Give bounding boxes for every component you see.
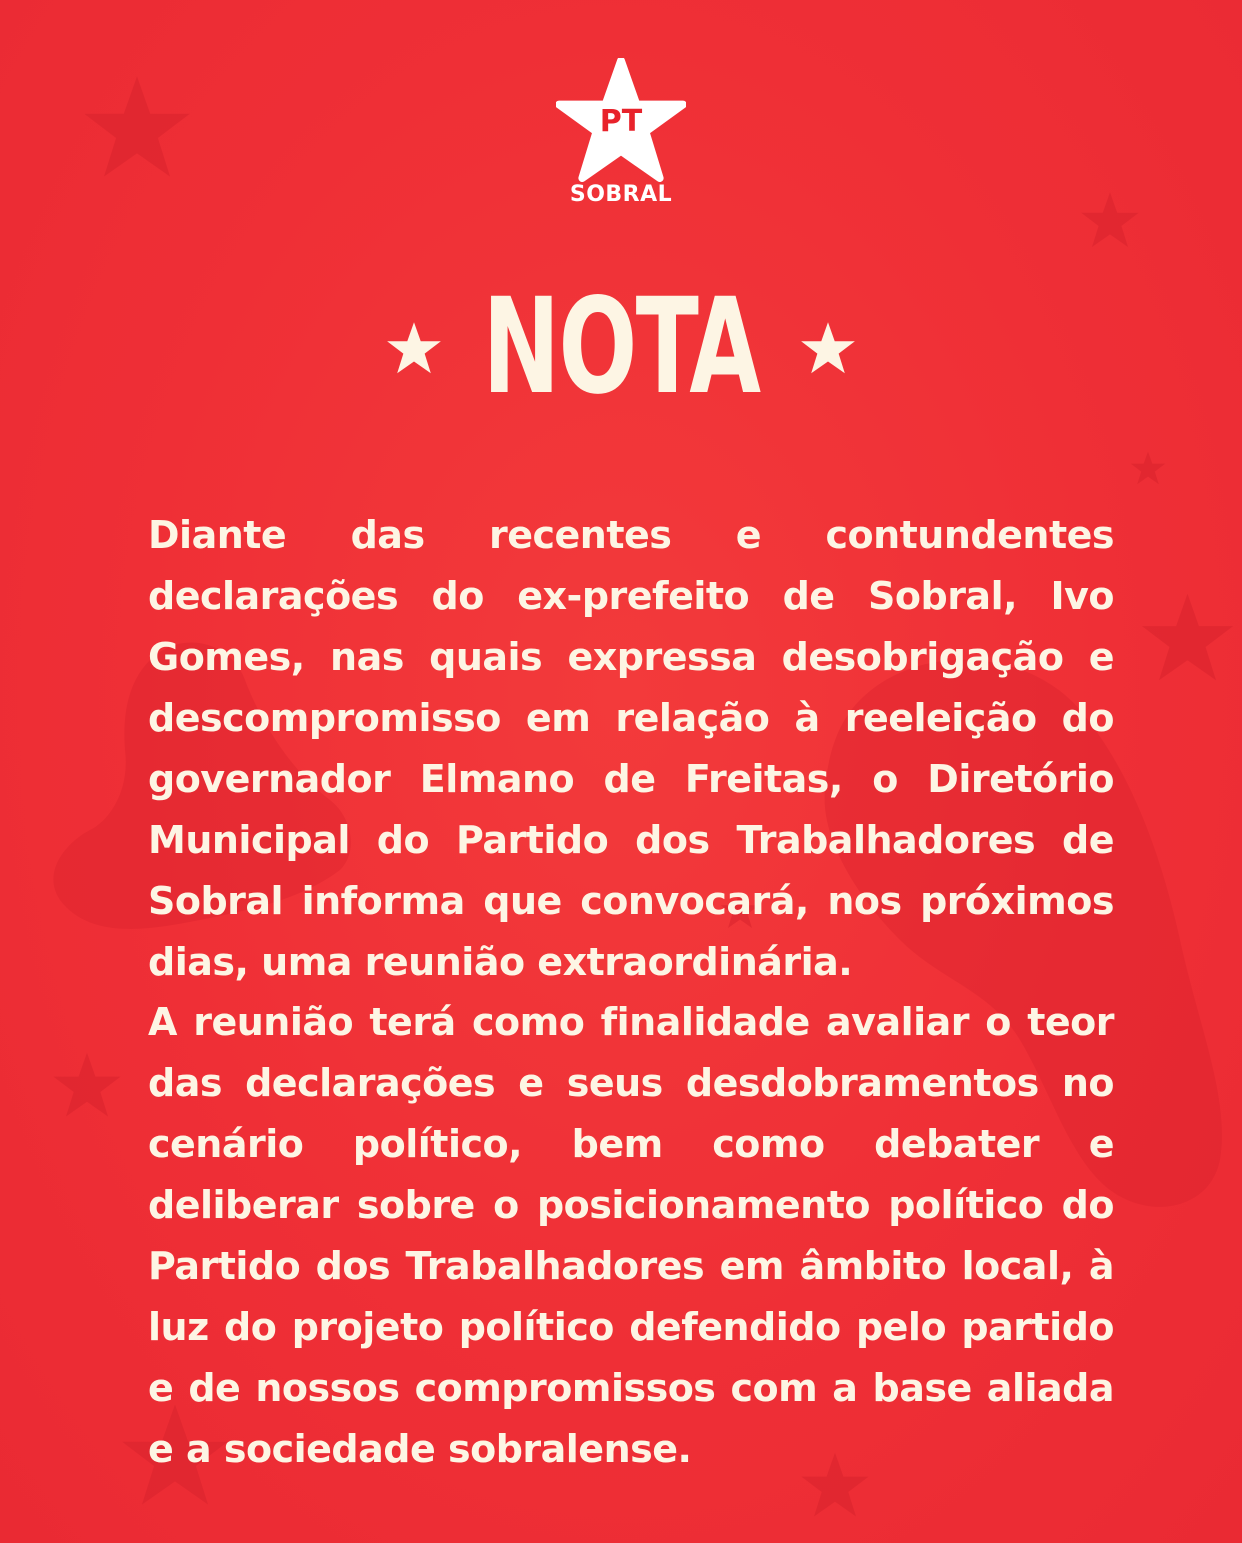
title-row [0, 272, 1242, 422]
star-icon [800, 320, 856, 376]
background-star-icon [52, 1050, 122, 1120]
background-star-icon [1080, 190, 1140, 250]
paragraph-1: Diante das recentes e contundentes declarações do ex-prefeito de Sobral, Ivo Gomes, nas quais expressa desobrigação e descompromisso em relação à reeleição do governador Elmano de Freitas, o Diretório Municipal do Partido dos Trabalhadores de Sobral informa que convocará, nos próximos dias, uma reunião extraordinária. [148, 513, 1114, 984]
page-title: NOTA [482, 270, 760, 424]
pt-sobral-logo [556, 58, 686, 218]
paragraph-2: A reunião terá como finalidade avaliar o teor das declarações e seus desdobramentos no cenário político, bem como debater e deliberar sobre o posicionamento político do Partido dos Trabalhadores em âmbito local, à luz do projeto político defendido pelo partido e de nossos compromissos com a base aliada e a sociedade sobralense. [148, 1000, 1114, 1471]
background-star-icon [1130, 450, 1166, 486]
logo-mark: PT [599, 104, 643, 139]
logo-city: SOBRAL [569, 182, 673, 207]
background-star-icon [82, 72, 192, 182]
